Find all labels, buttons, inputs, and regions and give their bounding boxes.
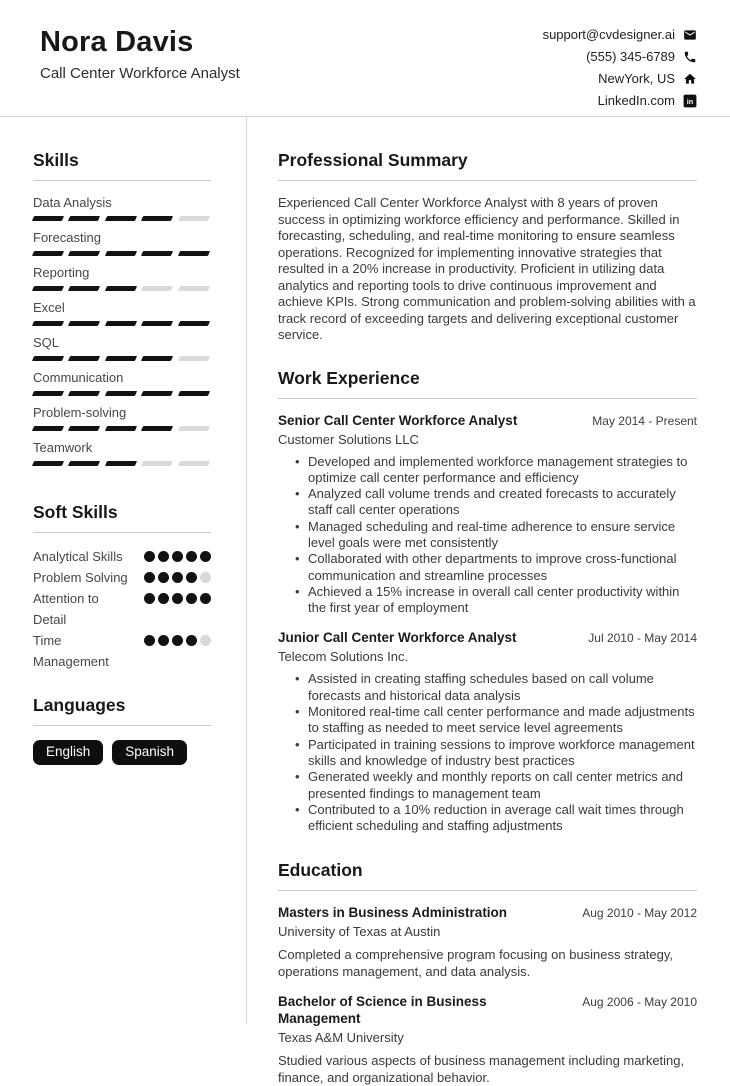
skill-label: Excel <box>33 300 65 315</box>
job-header <box>278 629 697 646</box>
summary-heading: Professional Summary <box>278 150 468 170</box>
experience-heading: Work Experience <box>278 367 420 388</box>
skill-segment-filled <box>178 391 211 396</box>
rating-dot-filled <box>186 551 197 562</box>
job-dates: May 2014 - Present <box>592 413 697 428</box>
skill-segment-filled <box>105 251 138 256</box>
skill-segment-filled <box>32 391 65 396</box>
education-entry <box>278 993 697 1086</box>
sidebar <box>0 117 247 1024</box>
job-bullet: • Managed scheduling and real-time adherence to ensure service level goals were met consistently <box>295 519 697 552</box>
skill-level-bar <box>33 356 211 361</box>
rating-dot-filled <box>172 551 183 562</box>
email-icon <box>683 28 697 42</box>
education-section <box>278 834 697 1086</box>
skill-item <box>33 195 211 221</box>
skill-item <box>33 370 211 396</box>
skill-segment-empty <box>141 461 174 466</box>
rating-dot-filled <box>200 593 211 604</box>
skill-segment-filled <box>32 426 65 431</box>
rating-dot-empty <box>200 635 211 646</box>
skill-item <box>33 335 211 361</box>
main-column <box>247 117 730 1085</box>
job-company: Telecom Solutions Inc. <box>278 649 409 665</box>
linkedin-icon <box>683 94 697 108</box>
skill-level-bar <box>33 321 211 326</box>
school-name: Texas A&M University <box>278 1030 404 1046</box>
rating-dot-filled <box>158 635 169 646</box>
language-badge: English <box>33 740 103 765</box>
skill-segment-filled <box>32 286 65 291</box>
contact-row-phone <box>543 49 697 64</box>
job-bullets <box>278 671 697 834</box>
job-header <box>278 412 697 429</box>
svg-text:in: in <box>686 96 694 106</box>
skill-segment-filled <box>68 321 101 326</box>
soft-skill-label: Analytical Skills <box>33 549 123 564</box>
job-bullet: • Assisted in creating staffing schedules based on call volume forecasts and historical data analysis <box>295 671 697 704</box>
summary-section <box>278 117 697 344</box>
education-dates: Aug 2010 - May 2012 <box>582 906 697 921</box>
skill-label: Forecasting <box>33 230 101 245</box>
contact-info <box>543 25 697 116</box>
job-company: Customer Solutions LLC <box>278 431 419 447</box>
language-badge: Spanish <box>112 740 187 765</box>
skill-segment-filled <box>105 426 138 431</box>
skill-segment-filled <box>68 216 101 221</box>
skill-segment-empty <box>178 286 211 291</box>
job-bullet: • Monitored real-time call center performance and made adjustments to staffing as needed to meet service level agreements <box>295 704 697 737</box>
education-list <box>278 904 697 1086</box>
job-bullet: • Participated in training sessions to improve workforce management skills and knowledge of industry best practices <box>295 737 697 770</box>
soft-skill-rating <box>144 588 211 630</box>
soft-skills-section <box>33 475 211 672</box>
soft-skill-item <box>33 546 211 567</box>
soft-skill-label: Attention to Detail <box>33 591 99 627</box>
skill-level-bar <box>33 286 211 291</box>
soft-skill-item <box>33 588 211 630</box>
soft-skill-label: Time Management <box>33 633 109 669</box>
rating-dot-filled <box>186 572 197 583</box>
skill-label: SQL <box>33 335 60 350</box>
skill-segment-empty <box>178 426 211 431</box>
body-columns <box>0 117 730 1085</box>
skill-segment-filled <box>68 251 101 256</box>
section-rule <box>278 180 697 181</box>
skill-label: Reporting <box>33 265 90 280</box>
home-icon <box>683 72 697 86</box>
skill-segment-filled <box>141 251 174 256</box>
skill-segment-filled <box>68 286 101 291</box>
soft-skills-heading: Soft Skills <box>33 502 118 522</box>
skill-level-bar <box>33 461 211 466</box>
education-entry <box>278 904 697 980</box>
skill-segment-filled <box>68 356 101 361</box>
rating-dot-filled <box>144 572 155 583</box>
skill-segment-filled <box>68 461 101 466</box>
job-entry <box>278 629 697 834</box>
skill-segment-filled <box>178 321 211 326</box>
phone-icon <box>683 50 697 64</box>
skill-segment-filled <box>105 461 138 466</box>
soft-skill-rating <box>144 630 211 672</box>
skills-list <box>33 195 211 466</box>
job-bullet: • Developed and implemented workforce management strategies to optimize call center performance and efficiency <box>295 454 697 487</box>
contact-row-linkedin[interactable] <box>543 93 697 108</box>
skill-segment-filled <box>32 321 65 326</box>
rating-dot-filled <box>144 635 155 646</box>
skill-segment-empty <box>178 216 211 221</box>
education-description: Completed a comprehensive program focusing on business strategy, operations management, and data analysis. <box>278 947 674 979</box>
jobs-list <box>278 412 697 835</box>
skill-segment-filled <box>105 391 138 396</box>
skill-segment-empty <box>178 356 211 361</box>
resume-header <box>0 0 730 117</box>
identity-block <box>40 25 240 116</box>
skill-segment-filled <box>141 391 174 396</box>
rating-dot-filled <box>158 572 169 583</box>
soft-skill-item <box>33 567 211 588</box>
contact-text: support@cvdesigner.ai <box>542 27 675 42</box>
job-bullet: • Generated weekly and monthly reports on call center metrics and presented findings to management team <box>295 769 697 802</box>
soft-skill-rating <box>144 546 211 567</box>
rating-dot-filled <box>200 551 211 562</box>
skill-segment-filled <box>105 321 138 326</box>
section-rule <box>33 725 211 726</box>
rating-dot-filled <box>186 593 197 604</box>
job-entry <box>278 412 697 617</box>
languages-section <box>33 672 211 765</box>
contact-text: LinkedIn.com <box>597 93 675 108</box>
contact-text: (555) 345-6789 <box>586 49 675 64</box>
skill-segment-filled <box>32 461 65 466</box>
soft-skill-item <box>33 630 211 672</box>
degree-title: Masters in Business Administration <box>278 905 508 921</box>
skill-label: Teamwork <box>33 440 93 455</box>
education-description: Studied various aspects of business management including marketing, finance, and organizational behavior. <box>278 1053 685 1085</box>
rating-dot-filled <box>186 635 197 646</box>
rating-dot-filled <box>172 572 183 583</box>
education-heading: Education <box>278 860 363 881</box>
soft-skill-rating <box>144 567 211 588</box>
degree-title: Bachelor of Science in Business Management <box>278 994 487 1027</box>
skill-segment-empty <box>141 286 174 291</box>
job-bullet: • Achieved a 15% increase in overall call center productivity within the first year of employment <box>295 584 697 617</box>
experience-section <box>278 344 697 835</box>
languages-heading: Languages <box>33 695 126 715</box>
rating-dot-filled <box>144 551 155 562</box>
skill-item <box>33 405 211 431</box>
education-dates: Aug 2006 - May 2010 <box>582 995 697 1010</box>
skill-segment-filled <box>141 356 174 361</box>
school-name: University of Texas at Austin <box>278 924 441 940</box>
skill-segment-filled <box>141 426 174 431</box>
skill-segment-empty <box>178 461 211 466</box>
summary-text: Experienced Call Center Workforce Analyst with 8 years of proven success in optimizing workforce efficiency and performance. Skilled in forecasting, scheduling, and real-time monitoring to ensure seamless operations. Recognized for implementing innovative strategies that resulted in a 20% increase in productivity. Proficient in utilizing data analytics and reporting tools to drive continuous improvement and achieve KPIs. Strong communication and problem-solving abilities with a track record of exceeding targets and delivering exceptional customer service. <box>278 195 696 342</box>
skill-item <box>33 230 211 256</box>
skill-segment-filled <box>32 356 65 361</box>
skill-label: Problem-solving <box>33 405 127 420</box>
person-name: Nora Davis <box>40 26 194 58</box>
skill-segment-filled <box>105 356 138 361</box>
rating-dot-empty <box>200 572 211 583</box>
skill-level-bar <box>33 391 211 396</box>
skill-segment-filled <box>68 426 101 431</box>
job-bullets <box>278 454 697 617</box>
skill-item <box>33 440 211 466</box>
rating-dot-filled <box>172 593 183 604</box>
job-bullet: • Collaborated with other departments to improve cross-functional communication and streamline processes <box>295 551 697 584</box>
person-job-title: Call Center Workforce Analyst <box>40 65 240 82</box>
skill-segment-filled <box>32 216 65 221</box>
skill-level-bar <box>33 216 211 221</box>
skill-label: Data Analysis <box>33 195 112 210</box>
contact-row-home <box>543 71 697 86</box>
skill-level-bar <box>33 251 211 256</box>
section-rule <box>33 532 211 533</box>
skill-label: Communication <box>33 370 124 385</box>
skill-level-bar <box>33 426 211 431</box>
language-pills <box>33 740 211 765</box>
skills-heading: Skills <box>33 150 79 170</box>
soft-skills-list <box>33 546 211 672</box>
skill-segment-filled <box>32 251 65 256</box>
section-rule <box>33 180 211 181</box>
rating-dot-filled <box>158 593 169 604</box>
education-header <box>278 904 697 921</box>
job-title: Senior Call Center Workforce Analyst <box>278 412 518 428</box>
skill-segment-filled <box>178 251 211 256</box>
skill-segment-filled <box>68 391 101 396</box>
education-header <box>278 993 697 1027</box>
job-bullet: • Contributed to a 10% reduction in average call wait times through efficient scheduling and staffing adjustments <box>295 802 697 835</box>
skill-segment-filled <box>141 321 174 326</box>
contact-text: NewYork, US <box>598 71 675 86</box>
skills-section <box>33 117 211 466</box>
job-dates: Jul 2010 - May 2014 <box>588 631 697 646</box>
contact-row-email[interactable] <box>543 27 697 42</box>
skill-item <box>33 265 211 291</box>
skill-item <box>33 300 211 326</box>
job-bullet: • Analyzed call volume trends and created forecasts to accurately staff call center operations <box>295 486 697 519</box>
section-rule <box>278 398 697 399</box>
skill-segment-filled <box>105 216 138 221</box>
job-title: Junior Call Center Workforce Analyst <box>278 630 517 646</box>
section-rule <box>278 890 697 891</box>
rating-dot-filled <box>158 551 169 562</box>
skill-segment-filled <box>141 216 174 221</box>
rating-dot-filled <box>144 593 155 604</box>
skill-segment-filled <box>105 286 138 291</box>
soft-skill-label: Problem Solving <box>33 570 128 585</box>
rating-dot-filled <box>172 635 183 646</box>
